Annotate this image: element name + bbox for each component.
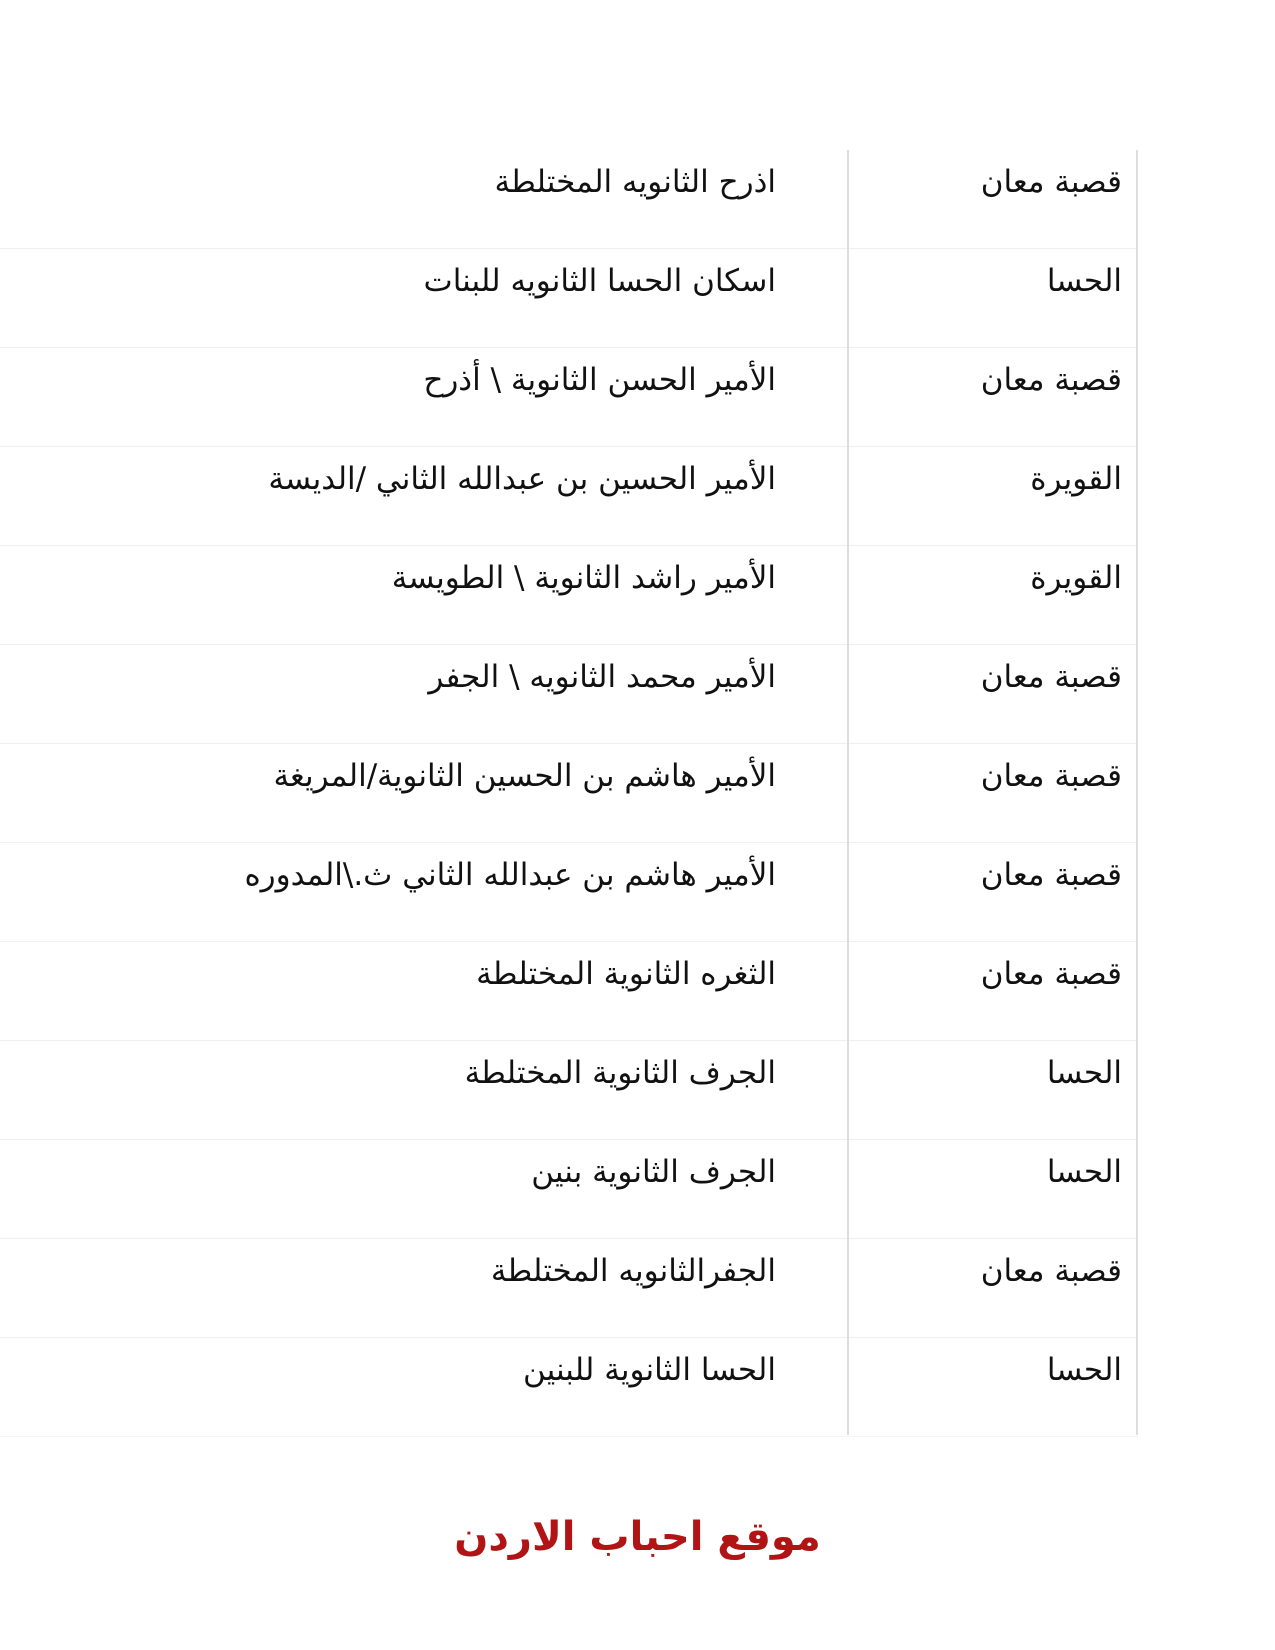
school-name-cell: الأمير هاشم بن عبدالله الثاني ث.\المدوره <box>244 857 776 893</box>
school-name-cell: الأمير راشد الثانوية \ الطويسة <box>391 560 776 596</box>
table-row <box>0 1140 1138 1239</box>
directorate-cell: الحسا <box>1046 1154 1122 1190</box>
school-name-cell: الأمير هاشم بن الحسين الثانوية/المريغة <box>273 758 776 794</box>
school-name-cell: الحسا الثانوية للبنين <box>523 1352 776 1388</box>
directorate-cell: قصبة معان <box>980 857 1122 893</box>
school-name-cell: الأمير الحسين بن عبدالله الثاني /الديسة <box>268 461 776 497</box>
footer-site-name: موقع احباب الاردن <box>454 1514 821 1560</box>
directorate-cell: الحسا <box>1046 1352 1122 1388</box>
directorate-cell: قصبة معان <box>980 956 1122 992</box>
table-right-border <box>1136 150 1138 1435</box>
school-name-cell: اسكان الحسا الثانويه للبنات <box>423 263 776 299</box>
table-row <box>0 1338 1138 1437</box>
table-row <box>0 843 1138 942</box>
directorate-cell: قصبة معان <box>980 758 1122 794</box>
table-row <box>0 447 1138 546</box>
directorate-cell: الحسا <box>1046 1055 1122 1091</box>
table-row <box>0 942 1138 1041</box>
school-name-cell: الجرف الثانوية المختلطة <box>464 1055 776 1091</box>
table-row <box>0 744 1138 843</box>
column-divider <box>847 150 849 1435</box>
table-row <box>0 1239 1138 1338</box>
table-row <box>0 546 1138 645</box>
directorate-cell: الحسا <box>1046 263 1122 299</box>
directorate-cell: قصبة معان <box>980 362 1122 398</box>
school-name-cell: الأمير الحسن الثانوية \ أذرح <box>423 362 776 398</box>
directorate-cell: القويرة <box>1030 461 1122 497</box>
directorate-cell: القويرة <box>1030 560 1122 596</box>
school-name-cell: الجفرالثانويه المختلطة <box>490 1253 776 1289</box>
table-row <box>0 150 1138 249</box>
table-row <box>0 348 1138 447</box>
directorate-cell: قصبة معان <box>980 659 1122 695</box>
school-name-cell: اذرح الثانويه المختلطة <box>494 164 776 200</box>
school-name-cell: الجرف الثانوية بنين <box>531 1154 776 1190</box>
table-row <box>0 1041 1138 1140</box>
directorate-cell: قصبة معان <box>980 1253 1122 1289</box>
directorate-cell: قصبة معان <box>980 164 1122 200</box>
school-name-cell: الثغره الثانوية المختلطة <box>476 956 776 992</box>
school-name-cell: الأمير محمد الثانويه \ الجفر <box>428 659 776 695</box>
table-row <box>0 645 1138 744</box>
table-row <box>0 249 1138 348</box>
schools-table <box>0 150 1138 1437</box>
